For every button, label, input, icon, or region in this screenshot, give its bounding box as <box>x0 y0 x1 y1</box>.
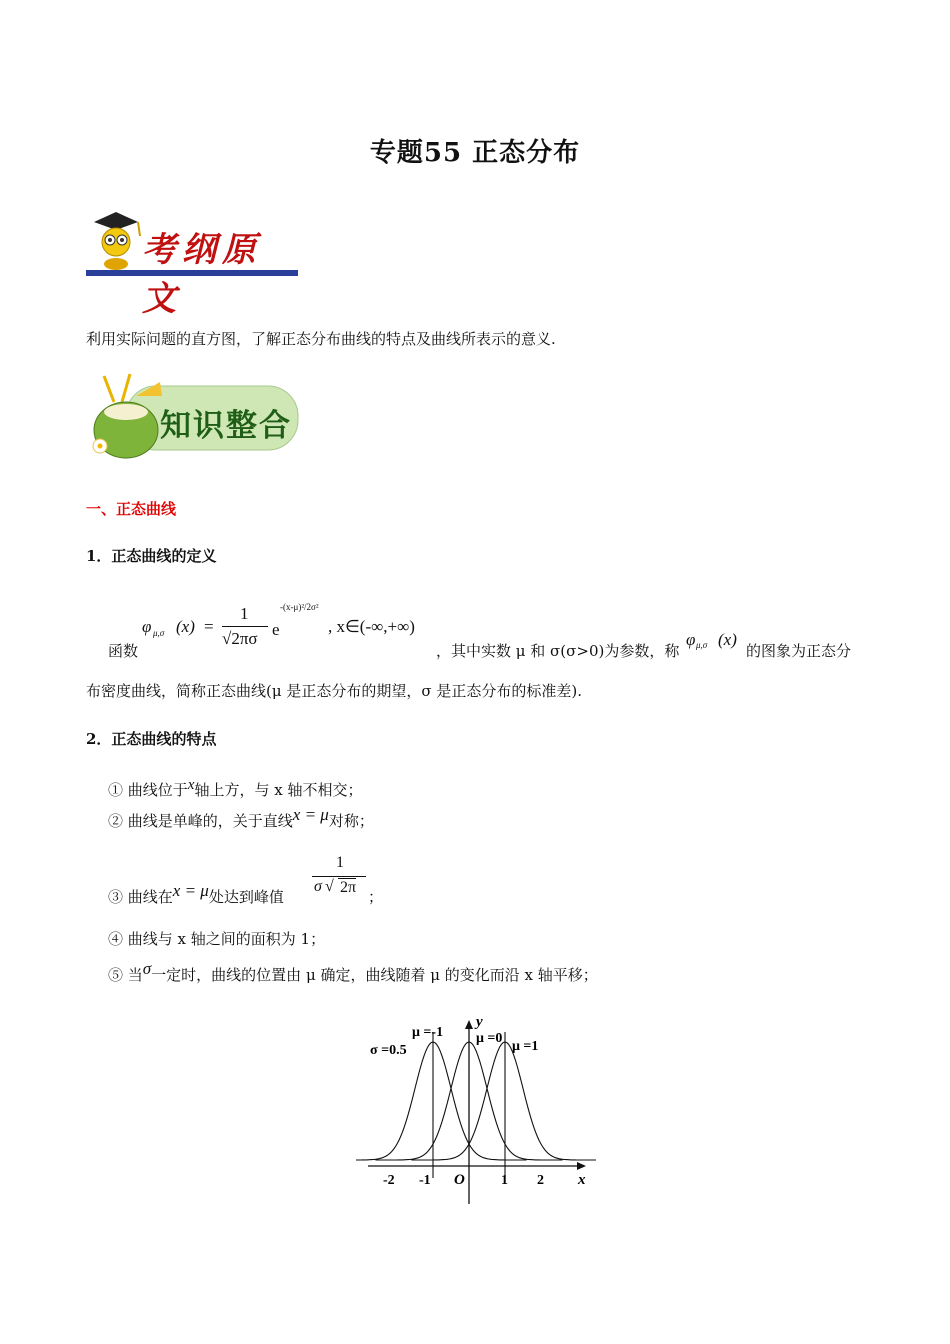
origin-label: O <box>454 1172 465 1188</box>
formula-exponent: -(x-μ)²/2σ² <box>280 602 319 612</box>
feature-3-math: x = μ <box>172 881 209 900</box>
formula-arg: (x) <box>176 617 195 636</box>
phi-ref-arg: (x) <box>718 630 737 649</box>
formula-domain: , x∈(-∞,+∞) <box>328 617 415 636</box>
peak-fraction <box>312 854 368 894</box>
feature-1 <box>108 774 362 801</box>
feature-3-a: ③ 曲线在 <box>108 888 173 906</box>
feature-5 <box>108 959 598 986</box>
x-axis-arrow <box>577 1162 586 1170</box>
x-tick-label: -1 <box>419 1173 431 1188</box>
definition-heading: 1．正态曲线的定义 <box>86 547 217 565</box>
formula-exp-base: e <box>272 620 280 639</box>
feature-4: ④ 曲线与 x 轴之间的面积为 1； <box>108 930 326 948</box>
formula-phi: φ <box>142 617 152 636</box>
feature-1-math: x <box>187 777 195 793</box>
intro-text: 利用实际问题的直方图，了解正态分布曲线的特点及曲线所表示的意义. <box>86 330 556 348</box>
feature-3-c: ； <box>368 888 384 906</box>
feature-2-a: ② 曲线是单峰的，关于直线 <box>108 812 293 830</box>
knowledge-badge <box>86 372 304 464</box>
knowledge-badge-label: 知识整合 <box>160 408 292 444</box>
mu-label-neg1: μ =-1 <box>412 1025 444 1040</box>
feature-5-math: σ <box>142 959 152 978</box>
formula-frac-den: √2πσ <box>222 629 258 648</box>
peak-frac-root-sign: √ <box>325 878 334 895</box>
y-axis-arrow <box>465 1020 473 1029</box>
formula-phi-sub: μ,σ <box>153 628 165 638</box>
formula-frac-num: 1 <box>240 604 249 623</box>
feature-1-a: ① 曲线位于 <box>108 781 188 799</box>
normal-curves-figure <box>356 1008 596 1208</box>
definition-tail2: 的图象为正态分 <box>746 642 852 660</box>
phi-ref-symbol: φ <box>686 630 696 649</box>
peak-frac-sigma: σ <box>314 878 322 895</box>
feature-3-b: 处达到峰值 <box>208 888 284 906</box>
features-heading: 2．正态曲线的特点 <box>86 730 217 748</box>
section-heading-normal-curve: 一、正态曲线 <box>86 500 177 518</box>
x-tick-label: 1 <box>501 1173 508 1188</box>
definition-line2: 布密度曲线，简称正态曲线(μ 是正态分布的期望，σ 是正态分布的标准差). <box>86 682 582 700</box>
feature-5-a: ⑤ 当 <box>108 966 143 984</box>
feature-2-math: x = μ <box>292 805 329 824</box>
formula-frac-bar <box>222 626 268 627</box>
density-formula <box>142 600 442 656</box>
peak-frac-num: 1 <box>336 854 344 871</box>
feature-2 <box>108 805 374 832</box>
phi-reference <box>686 630 746 654</box>
x-tick-label: -2 <box>383 1173 395 1188</box>
feature-5-b: 一定时，曲线的位置由 μ 确定，曲线随着 μ 的变化而沿 x 轴平移； <box>151 966 598 984</box>
normal-curve-0 <box>356 1042 527 1160</box>
formula-equals: = <box>204 617 214 636</box>
phi-ref-sub: μ,σ <box>696 640 708 650</box>
mu-label-0: μ =0 <box>476 1031 503 1046</box>
page-title: 专题55 正态分布 <box>369 138 581 168</box>
y-axis-label: y <box>476 1014 483 1030</box>
definition-tail1: ，其中实数 μ 和 σ(σ>0)为参数，称 <box>436 642 680 660</box>
definition-lead: 函数 <box>108 642 139 660</box>
feature-2-b: 对称； <box>328 812 374 830</box>
peak-frac-bar <box>312 876 366 877</box>
feature-3 <box>108 881 284 908</box>
x-axis-label: x <box>578 1172 586 1188</box>
syllabus-badge-label: 考纲原文 <box>142 230 262 319</box>
feature-1-b: 轴上方，与 x 轴不相交； <box>194 781 363 799</box>
mu-label-1: μ =1 <box>512 1039 539 1054</box>
syllabus-badge <box>86 208 300 319</box>
peak-frac-root: 2π <box>340 879 357 896</box>
x-tick-label: 2 <box>537 1173 544 1188</box>
sigma-label: σ =0.5 <box>370 1043 407 1058</box>
